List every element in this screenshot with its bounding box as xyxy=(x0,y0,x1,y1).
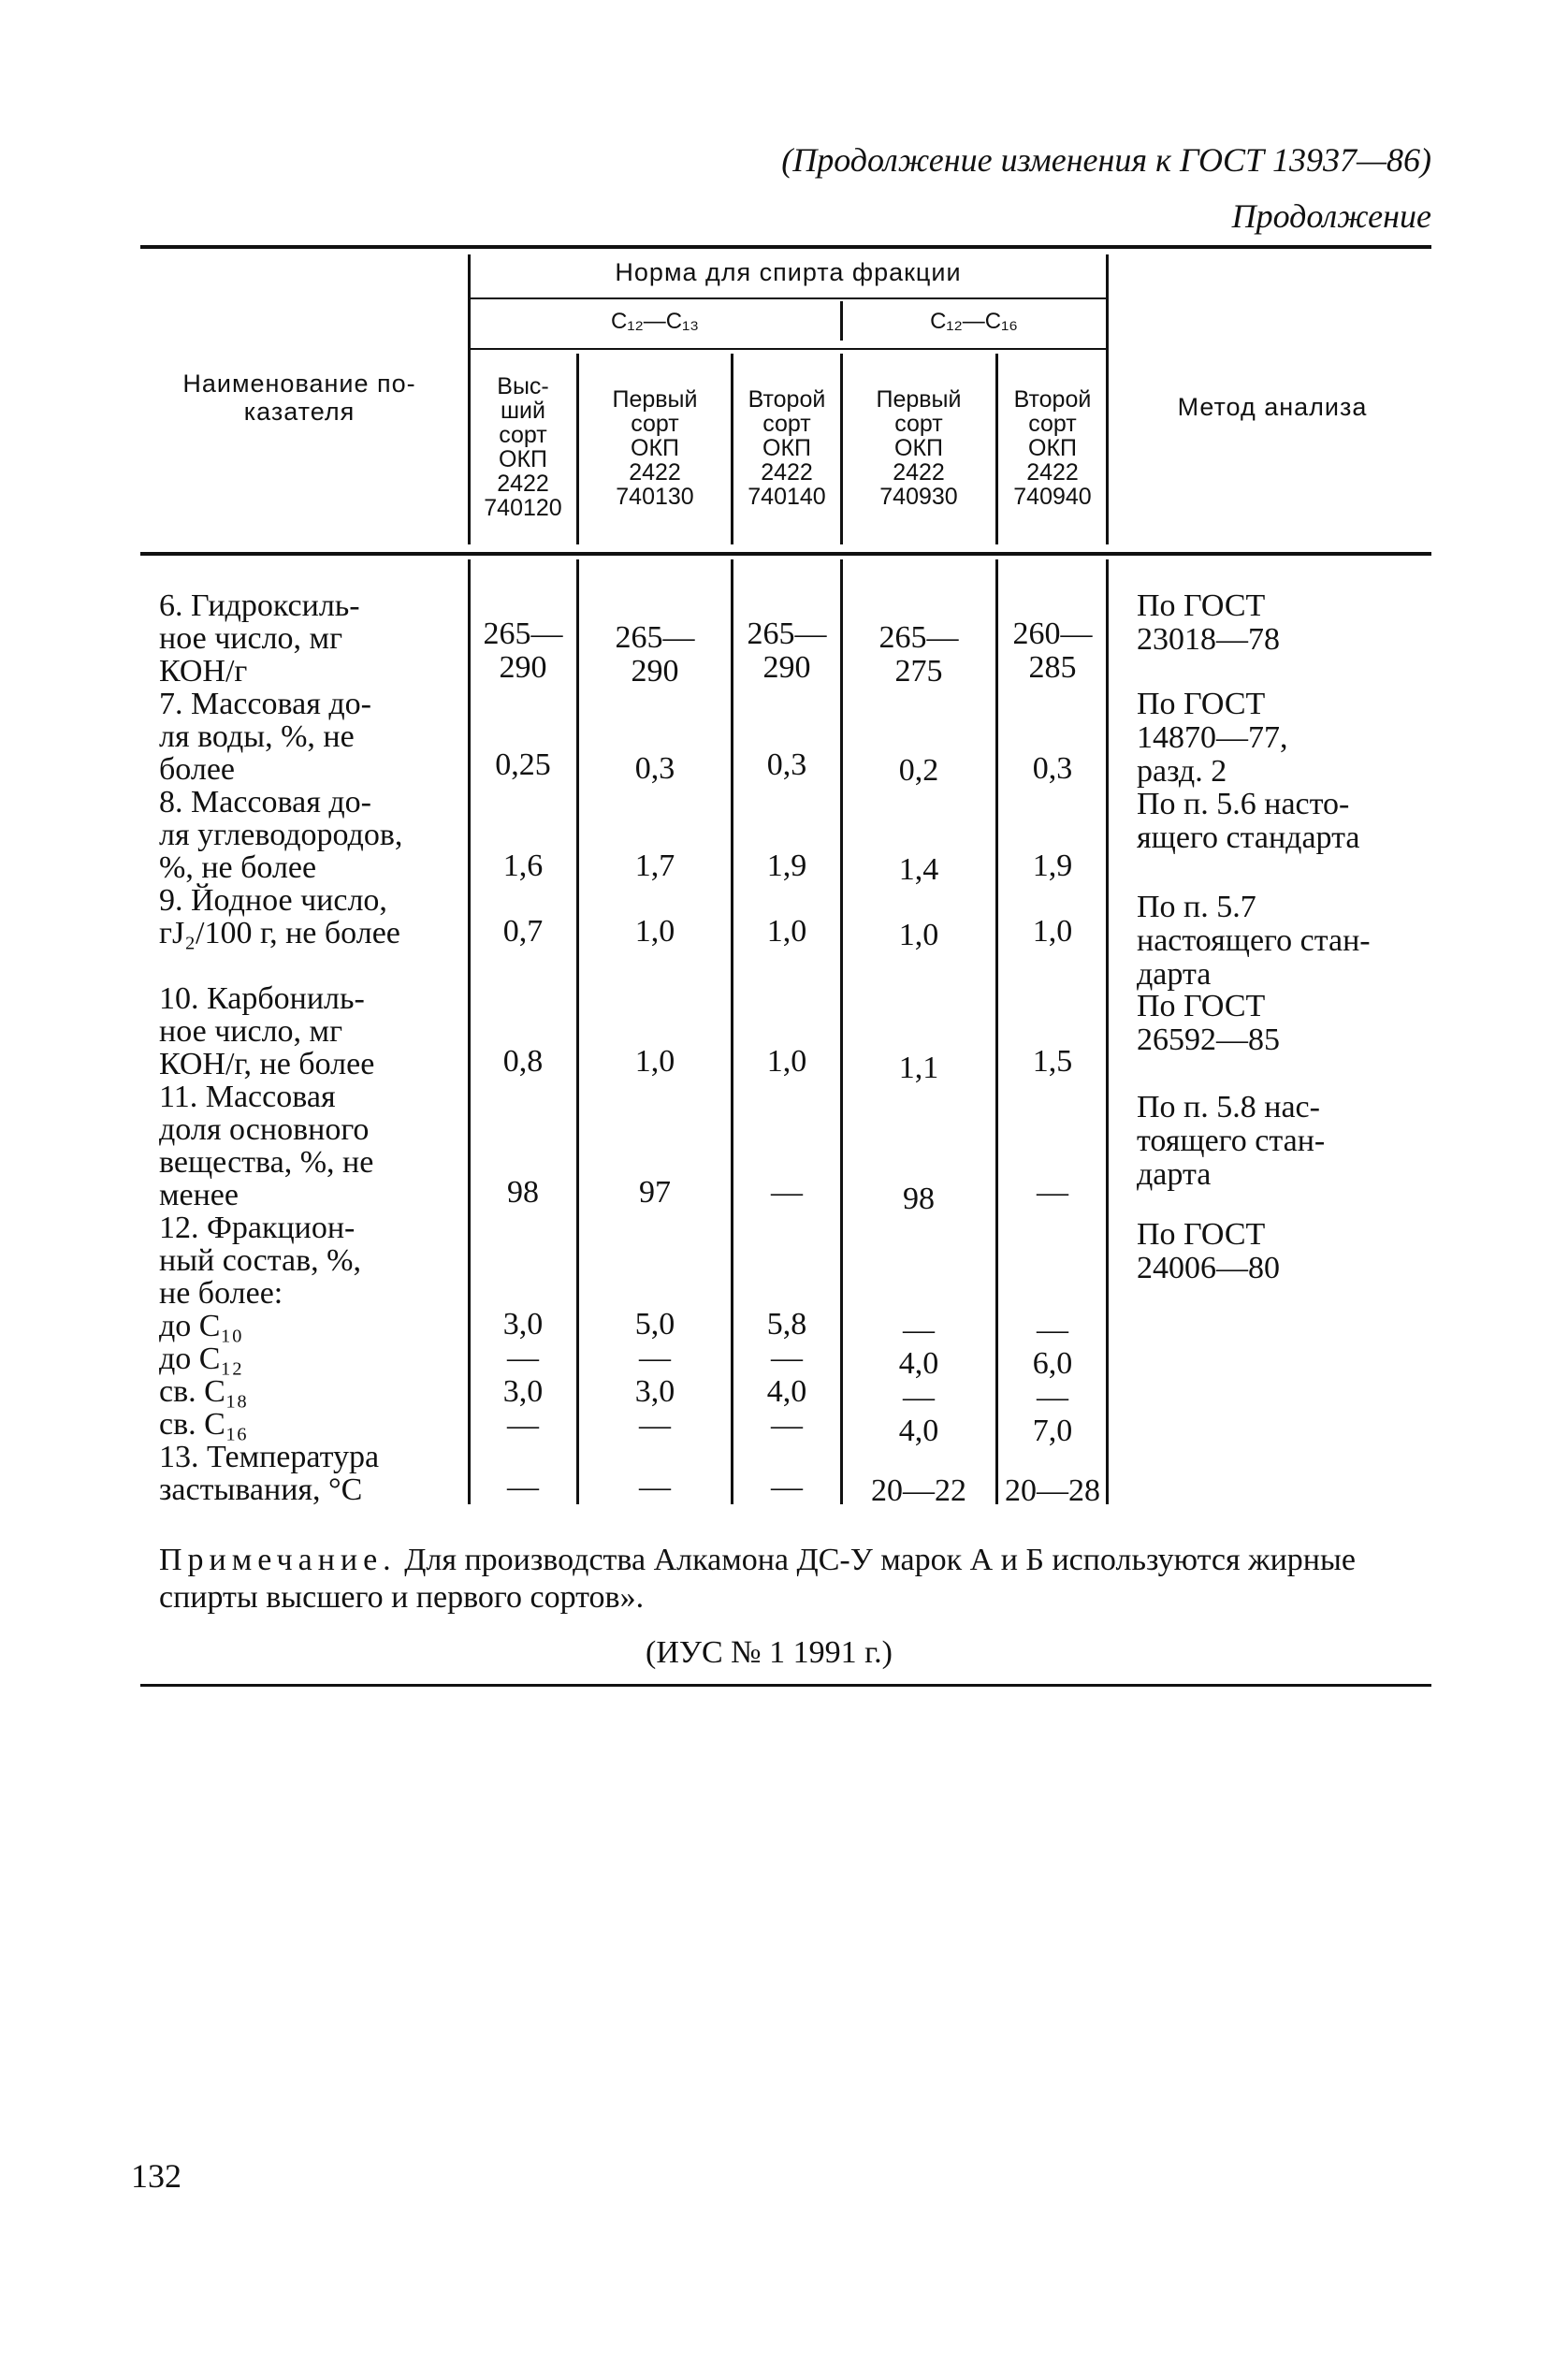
norm-header: Норма для спирта фракции xyxy=(615,258,962,286)
table-cell: 1,7 xyxy=(634,848,675,883)
note-text: Для производства Алкамона ДС-У марок А и Б используются жирные спирты высшего и первого сортов». xyxy=(159,1543,1356,1615)
table-cell: — xyxy=(507,1470,539,1504)
col-divider xyxy=(840,354,843,544)
table-cell: 1,9 xyxy=(1032,848,1073,883)
table-cell: — xyxy=(1037,1175,1068,1210)
table-cell: 1,1 xyxy=(898,1051,939,1085)
subheader-grade: Первый сорт ОКП 2422 740930 xyxy=(876,386,962,510)
table-cell: 5,8 — 4,0 — xyxy=(766,1307,807,1443)
indicator-name: 13. Температура застывания, °C xyxy=(159,1440,380,1507)
group-header-rule xyxy=(468,348,1109,350)
method-cell: По ГОСТ 24006—80 xyxy=(1137,1217,1280,1285)
bottom-rule xyxy=(140,1684,1431,1687)
table-cell: 260— 285 xyxy=(1012,616,1093,685)
table-cell: — 4,0 — 4,0 xyxy=(898,1313,939,1448)
page-number: 132 xyxy=(131,2157,181,2195)
table-cell: — xyxy=(639,1470,671,1504)
method-cell: По ГОСТ 14870—77, разд. 2 xyxy=(1137,687,1288,789)
table-cell: 20—22 xyxy=(871,1473,966,1508)
col-divider xyxy=(576,559,579,1504)
table-cell: 1,9 xyxy=(766,848,807,883)
indicator-name: 12. Фракцион- ный состав, %, не более: xyxy=(159,1211,362,1311)
group2-header: C₁₂—C₁₆ xyxy=(930,309,1018,334)
table-cell: 5,0 — 3,0 — xyxy=(634,1307,675,1443)
table-cell: 20—28 xyxy=(1005,1473,1100,1508)
table-note xyxy=(159,1542,1441,1617)
method-cell: По п. 5.7 настоящего стан- дарта xyxy=(1137,890,1371,992)
indicator-name: 10. Карбониль- ное число, мг КОН/г, не более xyxy=(159,981,375,1081)
table-cell: 0,7 xyxy=(502,914,544,949)
table-cell: 1,0 xyxy=(766,914,807,949)
table-cell: 265— 290 xyxy=(615,620,695,689)
subheader-grade: Первый сорт ОКП 2422 740130 xyxy=(612,386,698,510)
indicator-name: 11. Массовая доля основного вещества, %, не менее xyxy=(159,1080,374,1212)
indicator-name: 7. Массовая до- ля воды, %, не более xyxy=(159,687,371,787)
table-cell: 0,3 xyxy=(1032,751,1073,786)
col-divider xyxy=(840,301,843,341)
col-divider xyxy=(1106,559,1109,1504)
table-cell: 1,0 xyxy=(898,918,939,952)
group1-header: C₁₂—C₁₃ xyxy=(611,309,699,334)
column-name-header: Наименование по- казателя xyxy=(182,370,416,426)
table-cell: 1,0 xyxy=(766,1044,807,1079)
table-cell: 1,4 xyxy=(898,852,939,887)
indicator-name: 9. Йодное число, гJ₂/100 г, не более xyxy=(159,883,400,950)
col-divider xyxy=(995,559,998,1504)
table-top-rule xyxy=(140,245,1431,249)
subheader-grade: Второй сорт ОКП 2422 740940 xyxy=(1013,386,1092,510)
col-divider xyxy=(731,559,733,1504)
col-divider xyxy=(995,354,998,544)
table-cell: 1,0 xyxy=(634,914,675,949)
table-cell: 265— 290 xyxy=(483,616,563,685)
col-divider xyxy=(1106,254,1109,544)
table-cell: 265— 290 xyxy=(747,616,827,685)
method-cell: По п. 5.8 нас- тоящего стан- дарта xyxy=(1137,1090,1326,1192)
table-cell: 0,3 xyxy=(766,747,807,782)
col-divider xyxy=(840,559,843,1504)
method-cell: По п. 5.6 насто- ящего стандарта xyxy=(1137,787,1360,855)
table-cell: 1,6 xyxy=(502,848,544,883)
continuation-title: (Продолжение изменения к ГОСТ 13937—86) xyxy=(781,141,1431,179)
table-cell: 3,0 — 3,0 — xyxy=(502,1307,544,1443)
method-cell: По ГОСТ 23018—78 xyxy=(1137,588,1280,657)
indicator-name: до C₁₀ до C₁₂ св. C₁₈ св. C₁₆ xyxy=(159,1309,248,1442)
table-cell: 0,8 xyxy=(502,1044,544,1079)
table-cell: 265— 275 xyxy=(878,620,959,689)
subheader-grade: Второй сорт ОКП 2422 740140 xyxy=(748,386,826,510)
continued-label: Продолжение xyxy=(1231,197,1431,235)
ius-reference: (ИУС № 1 1991 г.) xyxy=(646,1635,893,1670)
table-cell: — xyxy=(771,1175,803,1210)
table-cell: 0,2 xyxy=(898,753,939,788)
table-cell: 1,5 xyxy=(1032,1044,1073,1079)
col-divider xyxy=(731,354,733,544)
col-divider xyxy=(576,354,579,544)
table-cell: — 6,0 — 7,0 xyxy=(1032,1313,1073,1448)
table-cell: 97 xyxy=(639,1175,671,1210)
note-label: Примечание. xyxy=(159,1543,397,1577)
table-cell: — xyxy=(771,1470,803,1504)
table-cell: 0,25 xyxy=(495,747,551,782)
indicator-name: 8. Массовая до- ля углеводородов, %, не более xyxy=(159,785,403,885)
norm-header-rule xyxy=(468,297,1109,299)
table-cell: 98 xyxy=(507,1175,539,1210)
table-cell: 1,0 xyxy=(634,1044,675,1079)
table-cell: 0,3 xyxy=(634,751,675,786)
table-cell: 98 xyxy=(903,1182,935,1216)
table-cell: 1,0 xyxy=(1032,914,1073,949)
method-cell: По ГОСТ 26592—85 xyxy=(1137,989,1280,1057)
subheader-grade: Выс- ший сорт ОКП 2422 740120 xyxy=(484,373,562,521)
method-header: Метод анализа xyxy=(1177,393,1368,421)
header-bottom-rule xyxy=(140,552,1431,556)
indicator-name: 6. Гидроксиль- ное число, мг КОН/г xyxy=(159,588,360,689)
